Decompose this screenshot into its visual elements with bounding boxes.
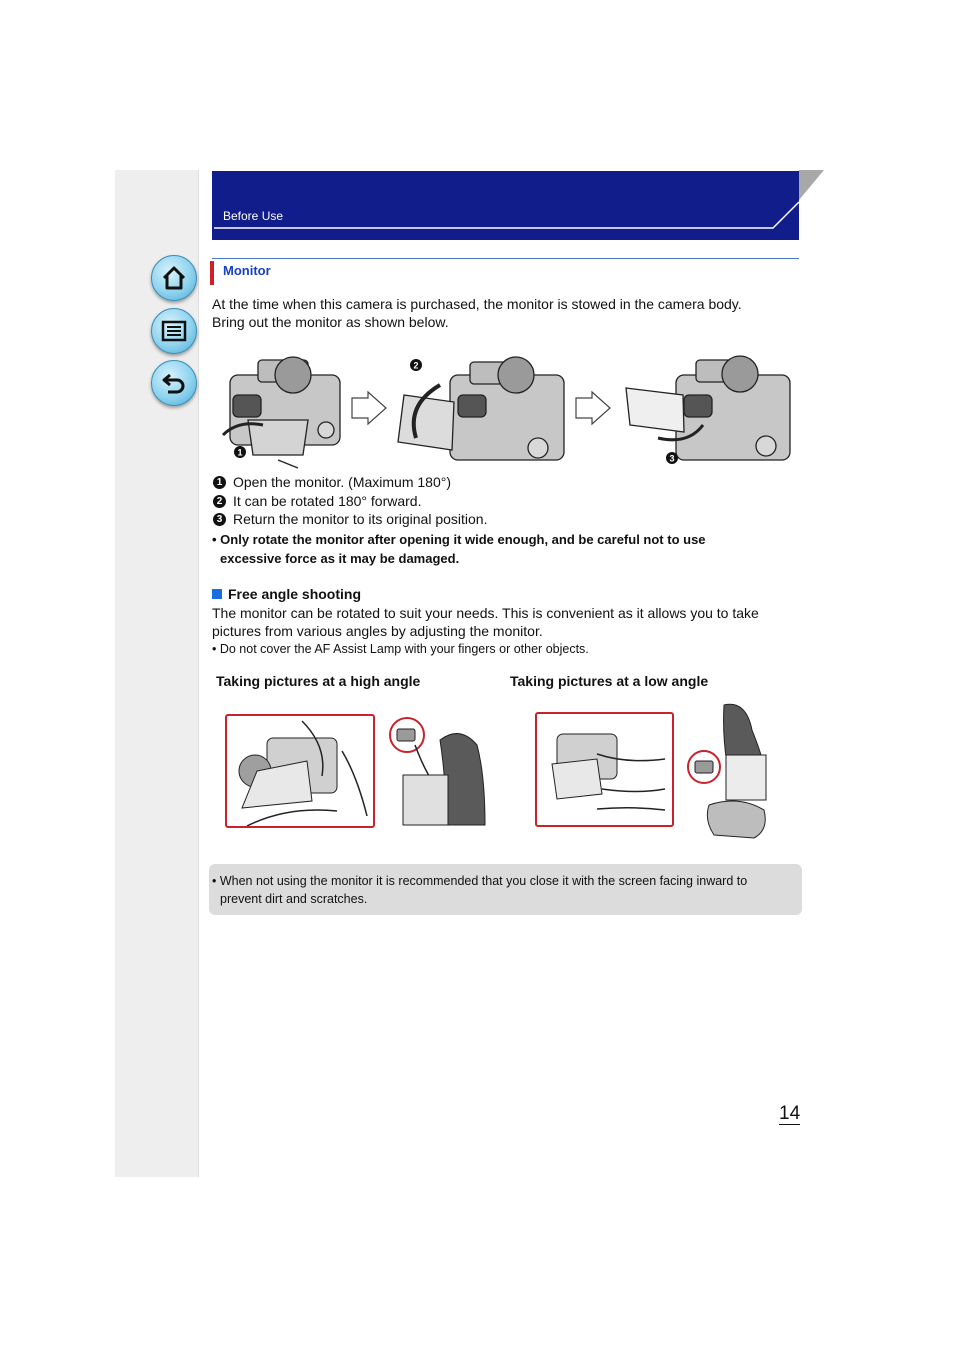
- arrow-right-icon: [576, 392, 610, 424]
- warning-text: [212, 530, 706, 568]
- tip-line: • When not using the monitor it is recommended that you close it with the screen facing inward to: [212, 874, 748, 888]
- step-2: [213, 493, 422, 509]
- step-text: Return the monitor to its original position.: [233, 511, 488, 527]
- section-marker: [210, 261, 214, 285]
- closing-tip-text: [212, 872, 802, 908]
- camera-step-2: [398, 357, 564, 460]
- camera-step-3: [626, 356, 790, 460]
- body-line: pictures from various angles by adjusting the monitor.: [212, 623, 543, 639]
- svg-text:1: 1: [237, 447, 243, 458]
- low-angle-caption: Taking pictures at a low angle: [510, 673, 709, 689]
- step-number: 2: [213, 495, 226, 508]
- svg-text:3: 3: [669, 453, 675, 464]
- header-section-label: Before Use: [223, 209, 284, 223]
- home-button[interactable]: [151, 255, 197, 301]
- monitor-rotation-illustration: [218, 350, 798, 470]
- header-corner-decoration: [212, 170, 826, 242]
- step-1: [213, 474, 451, 490]
- intro-paragraph: [212, 295, 742, 331]
- contents-button[interactable]: [151, 308, 197, 354]
- person-low-angle-image: [684, 700, 774, 845]
- menu-icon: [160, 317, 188, 345]
- low-angle-closeup: [535, 712, 674, 827]
- section-title: Monitor: [223, 263, 271, 278]
- back-icon: [160, 369, 188, 397]
- step-text: Open the monitor. (Maximum 180°): [233, 474, 452, 490]
- section-rule: [212, 258, 799, 259]
- step-text: It can be rotated 180° forward.: [233, 493, 422, 509]
- af-assist-note: • Do not cover the AF Assist Lamp with your fingers or other objects.: [212, 642, 589, 656]
- arrow-right-icon: [352, 392, 386, 424]
- free-angle-body: [212, 604, 759, 640]
- camera-high-angle-image: [227, 716, 373, 826]
- intro-line: Bring out the monitor as shown below.: [212, 314, 449, 330]
- free-angle-heading: [212, 586, 361, 602]
- body-line: The monitor can be rotated to suit your needs. This is convenient as it allows you to take: [212, 605, 759, 621]
- free-angle-title: Free angle shooting: [228, 586, 362, 602]
- warning-line: • Only rotate the monitor after opening it wide enough, and be careful not to use: [212, 532, 706, 547]
- step-number: 3: [213, 513, 226, 526]
- camera-low-angle-image: [537, 714, 672, 825]
- high-angle-caption: Taking pictures at a high angle: [216, 673, 421, 689]
- high-angle-closeup: [225, 714, 375, 828]
- back-button[interactable]: [151, 360, 197, 406]
- tip-line: prevent dirt and scratches.: [220, 892, 368, 906]
- page-number: 14: [779, 1103, 801, 1124]
- svg-text:2: 2: [413, 360, 419, 371]
- warning-line: excessive force as it may be damaged.: [220, 551, 460, 566]
- intro-line: At the time when this camera is purchased, the monitor is stowed in the camera body.: [212, 296, 742, 312]
- step-number: 1: [213, 476, 226, 489]
- step-3: [213, 511, 487, 527]
- square-bullet-icon: [212, 589, 222, 599]
- home-icon: [160, 264, 188, 292]
- person-high-angle-image: [385, 715, 495, 830]
